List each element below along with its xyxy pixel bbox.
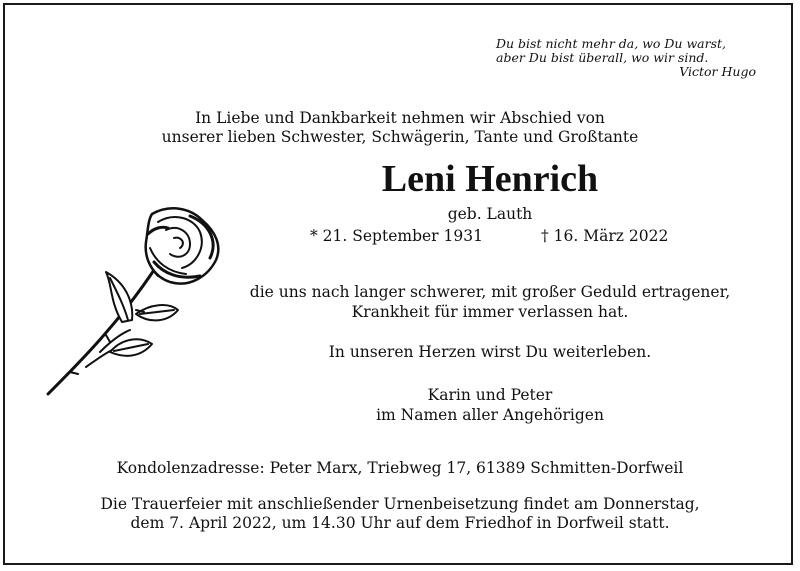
- funeral-service-info: [50, 495, 750, 533]
- quote-block: [456, 37, 756, 79]
- signers-names: Karin und Peter: [427, 386, 553, 404]
- quote-author: Victor Hugo: [679, 64, 756, 79]
- death-date: † 16. März 2022: [541, 227, 669, 245]
- quote-line-1: Du bist nicht mehr da, wo Du warst,: [496, 36, 726, 51]
- quote-line-2: aber Du bist überall, wo wir sind.: [496, 50, 709, 65]
- service-line-1: Die Trauerfeier mit anschließender Urnenbeisetzung findet am Donnerstag,: [100, 495, 700, 513]
- passing-line-2: Krankheit für immer verlassen hat.: [351, 303, 629, 321]
- intro-line-2: unserer lieben Schwester, Schwägerin, Tante und Großtante: [161, 128, 639, 146]
- condolence-address: Kondolenzadresse: Peter Marx, Triebweg 17, 61389 Schmitten-Dorfweil: [116, 459, 684, 477]
- rose-icon: [40, 202, 230, 402]
- intro-text: [100, 109, 700, 147]
- memory-text: In unseren Herzen wirst Du weiterleben.: [328, 343, 652, 361]
- deceased-name: Leni Henrich: [381, 158, 599, 200]
- intro-line-1: In Liebe und Dankbarkeit nehmen wir Abschied von: [195, 109, 605, 127]
- maiden-name: geb. Lauth: [447, 205, 533, 223]
- signers-note: im Namen aller Angehörigen: [376, 406, 604, 424]
- passing-line-1: die uns nach langer schwerer, mit großer Geduld ertragener,: [249, 283, 731, 301]
- passing-text: [220, 282, 760, 322]
- service-line-2: dem 7. April 2022, um 14.30 Uhr auf dem Friedhof in Dorfweil statt.: [130, 514, 670, 532]
- birth-date: * 21. September 1931: [310, 227, 483, 245]
- signers-block: [220, 385, 760, 425]
